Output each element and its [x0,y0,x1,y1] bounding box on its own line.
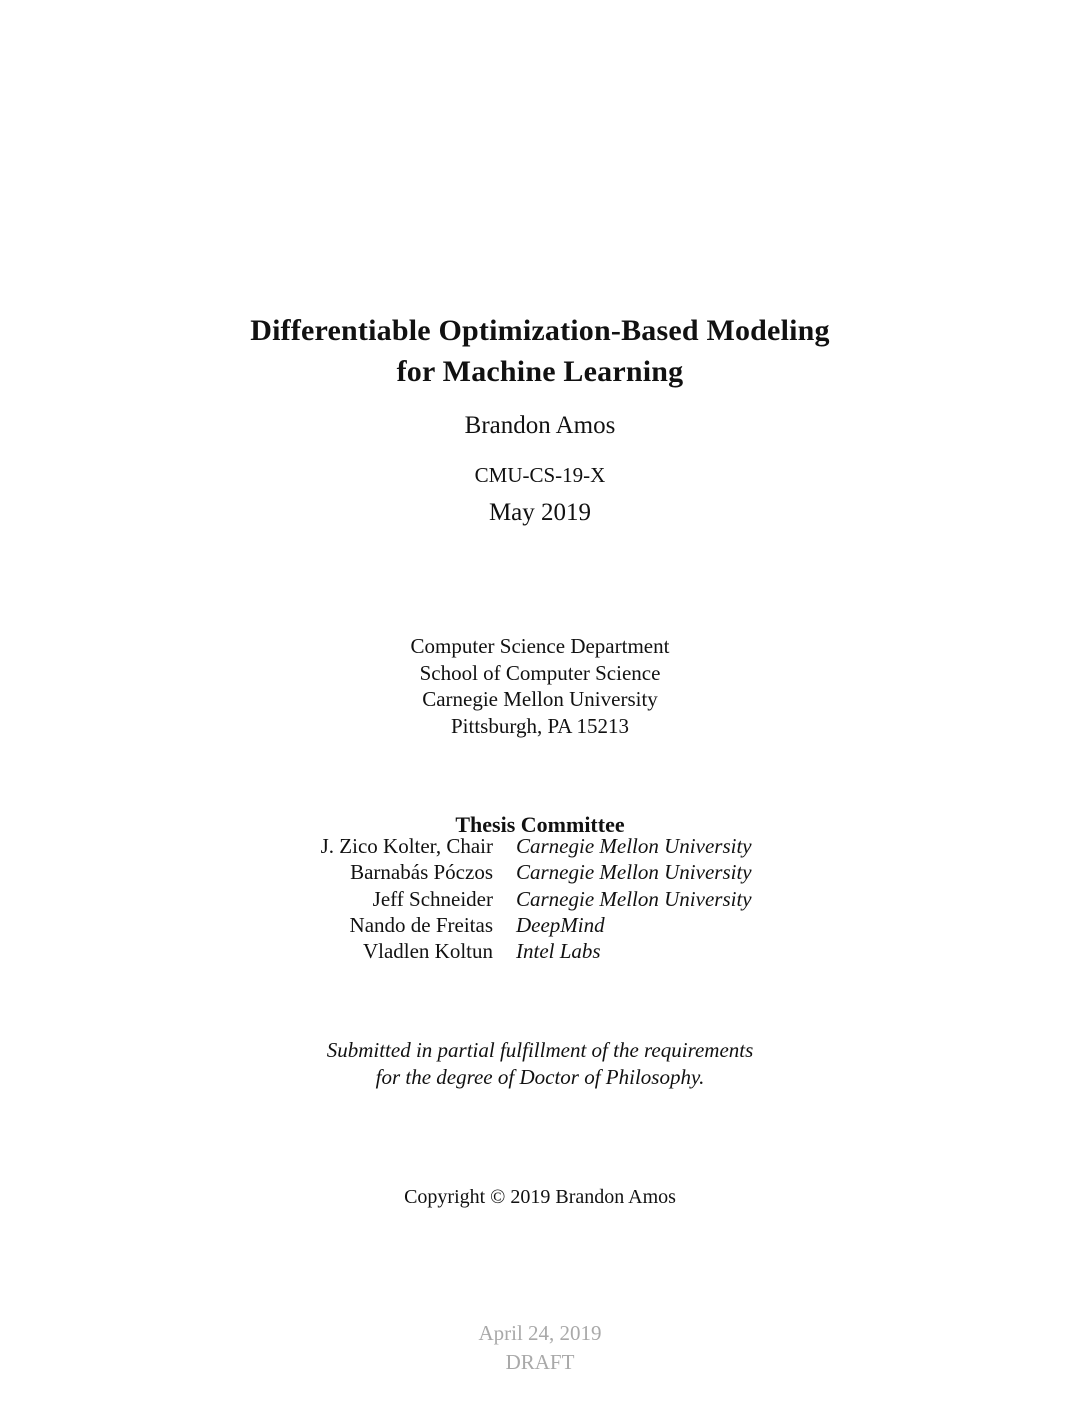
university: Carnegie Mellon University [422,687,658,711]
draft-watermark [0,1319,1080,1377]
member-affiliation: Carnegie Mellon University [516,834,752,858]
affiliation-block [0,633,1080,739]
member-name: J. Zico Kolter, Chair [320,834,493,858]
member-name: Vladlen Koltun [362,939,493,964]
member-affiliation: Carnegie Mellon University [516,860,752,885]
member-affiliation: Intel Labs [516,939,601,964]
member-name: Nando de Freitas [349,912,493,937]
member-affiliation: Carnegie Mellon University [516,886,752,911]
committee-member [0,912,1080,938]
author-name: Brandon Amos [464,412,616,439]
committee-member [0,859,1080,885]
submission-line-1: Submitted in partial fulfillment of the requirements [326,1038,754,1062]
committee-member [0,833,1080,859]
address: Pittsburgh, PA 15213 [451,713,629,738]
thesis-title [0,310,1080,392]
submission-statement [0,1037,1080,1091]
committee-member [0,938,1080,964]
member-affiliation: DeepMind [516,912,605,937]
title-line-1: Differentiable Optimization-Based Modeling [250,314,830,347]
watermark-date: April 24, 2019 [478,1321,602,1345]
committee-heading: Thesis Committee [455,812,625,837]
committee-member [0,886,1080,912]
copyright-notice: Copyright © 2019 Brandon Amos [404,1186,676,1208]
watermark-label: DRAFT [505,1350,575,1374]
member-name: Barnabás Póczos [350,860,493,885]
publication-date: May 2019 [488,499,592,526]
member-name: Jeff Schneider [372,886,493,911]
committee-list [0,833,1080,964]
title-line-2: for Machine Learning [396,355,684,388]
school: School of Computer Science [419,660,661,685]
submission-line-2: for the degree of Doctor of Philosophy. [375,1065,705,1089]
department: Computer Science Department [410,634,670,658]
report-number: CMU-CS-19-X [474,463,606,487]
